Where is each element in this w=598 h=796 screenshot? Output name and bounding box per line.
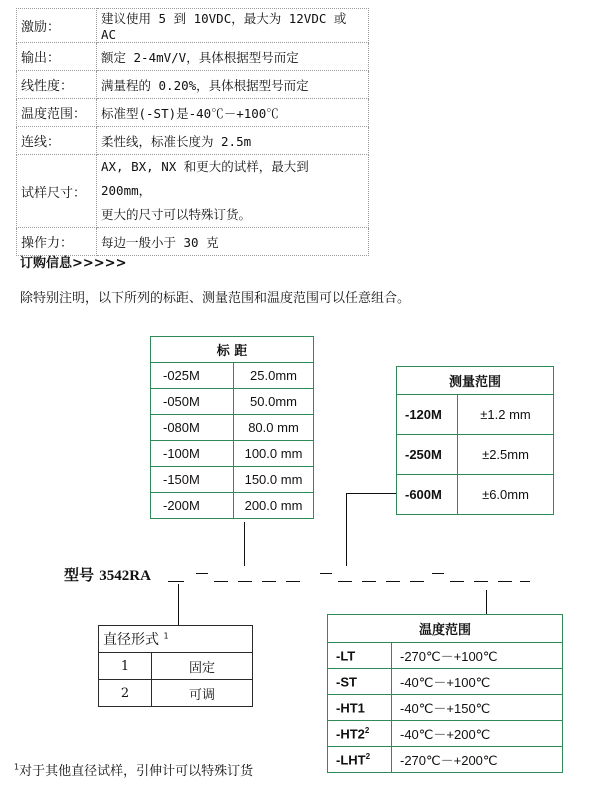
model-label — [64, 564, 151, 585]
dash — [498, 581, 512, 582]
value-cell: 固定 — [152, 653, 253, 680]
model-number: 3542RA — [99, 568, 151, 584]
spec-value: 满量程的 0.20%，具体根据型号而定 — [97, 71, 369, 99]
dash — [432, 573, 444, 574]
table-row — [151, 363, 314, 389]
intro-text: 除特别注明，以下所列的标距、测量范围和温度范围可以任意组合。 — [20, 291, 411, 306]
value-cell: 25.0mm — [234, 363, 314, 389]
table-row — [328, 695, 563, 721]
spec-value: 建议使用 5 到 10VDC，最大为 12VDC 或 AC — [97, 9, 369, 43]
dash — [262, 581, 276, 582]
temperature-range-table — [327, 614, 563, 773]
dash — [168, 581, 184, 582]
value-cell: ±2.5mm — [458, 435, 554, 475]
footnote-mark: 1 — [163, 631, 169, 641]
dash — [474, 581, 488, 582]
table-row — [397, 475, 554, 515]
dash — [286, 581, 300, 582]
spec-key: 操作力： — [17, 228, 97, 256]
value-cell: -270℃－+200℃ — [392, 747, 563, 773]
value-cell: 可调 — [152, 680, 253, 707]
connector-line-gauge — [244, 522, 245, 566]
table-row — [99, 653, 253, 680]
spec-value-line: AX, BX, NX 和更大的试样，最大到 200mm， — [101, 159, 309, 198]
table-row — [328, 669, 563, 695]
value-cell: ±6.0mm — [458, 475, 554, 515]
code-cell: -150M — [151, 467, 234, 493]
spec-table — [16, 8, 369, 256]
code-text: -HT2 — [336, 726, 365, 742]
footnote-mark: 2 — [364, 725, 370, 735]
dash — [196, 573, 208, 574]
diameter-table-title — [99, 626, 253, 653]
order-info-heading: 订购信息>>>>> — [20, 256, 127, 271]
spec-key: 连线： — [17, 127, 97, 155]
value-cell: 80.0 mm — [234, 415, 314, 441]
table-row — [328, 747, 563, 773]
code-cell: 1 — [99, 653, 152, 680]
dash — [410, 581, 424, 582]
diameter-title-text: 直径形式 — [103, 632, 159, 648]
temp-table-title: 温度范围 — [328, 615, 563, 643]
value-cell: -40℃－+100℃ — [392, 669, 563, 695]
value-cell: -270℃－+100℃ — [392, 643, 563, 669]
spec-row-specimen-size — [17, 155, 369, 228]
table-row — [151, 493, 314, 519]
dash — [520, 581, 530, 582]
spec-value: 标准型(-ST)是-40℃－+100℃ — [97, 99, 369, 127]
spec-key: 线性度： — [17, 71, 97, 99]
spec-value: 额定 2-4mV/V，具体根据型号而定 — [97, 43, 369, 71]
code-cell — [328, 695, 392, 721]
measuring-range-table — [396, 366, 554, 515]
table-row — [328, 643, 563, 669]
code-cell — [328, 747, 392, 773]
value-cell: 50.0mm — [234, 389, 314, 415]
gauge-table-title: 标 距 — [151, 337, 314, 363]
code-cell — [328, 643, 392, 669]
value-cell: ±1.2 mm — [458, 395, 554, 435]
spec-key: 输出： — [17, 43, 97, 71]
code-cell: -120M — [397, 395, 458, 435]
spec-row-cable — [17, 127, 369, 155]
dash — [214, 581, 228, 582]
code-text: -HT1 — [336, 700, 365, 716]
dash — [386, 581, 400, 582]
range-table-title: 测量范围 — [397, 367, 554, 395]
table-row — [151, 441, 314, 467]
spec-row-linearity — [17, 71, 369, 99]
dash — [238, 581, 252, 582]
value-cell: -40℃－+150℃ — [392, 695, 563, 721]
model-prefix: 型号 — [64, 566, 95, 584]
code-cell: -100M — [151, 441, 234, 467]
spec-row-temperature — [17, 99, 369, 127]
footnote-mark: 1 — [14, 762, 20, 772]
code-cell: -200M — [151, 493, 234, 519]
spec-value: 每边一般小于 30 克 — [97, 228, 369, 256]
code-text: -LHT — [336, 752, 366, 768]
code-cell — [328, 669, 392, 695]
code-cell: 2 — [99, 680, 152, 707]
table-row — [328, 721, 563, 747]
diameter-type-table — [98, 625, 253, 707]
dash — [338, 581, 352, 582]
dash — [450, 581, 464, 582]
spec-row-excitation — [17, 9, 369, 43]
value-cell: 200.0 mm — [234, 493, 314, 519]
footnote-mark: 2 — [365, 751, 371, 761]
code-text: -ST — [336, 674, 357, 690]
table-row — [99, 680, 253, 707]
spec-value: 柔性线，标准长度为 2.5m — [97, 127, 369, 155]
connector-line-temp — [486, 590, 487, 614]
value-cell: 150.0 mm — [234, 467, 314, 493]
value-cell: -40℃－+200℃ — [392, 721, 563, 747]
connector-line-range-v — [346, 493, 347, 566]
dash — [362, 581, 376, 582]
code-cell: -025M — [151, 363, 234, 389]
spec-key: 试样尺寸： — [17, 155, 97, 228]
footnote-text: 对于其他直径试样，引伸计可以特殊订货 — [19, 764, 254, 779]
spec-row-output — [17, 43, 369, 71]
spec-value-line: 更大的尺寸可以特殊订货。 — [101, 207, 252, 222]
code-cell: -050M — [151, 389, 234, 415]
spec-key: 激励： — [17, 9, 97, 43]
table-row — [151, 467, 314, 493]
dash — [320, 573, 332, 574]
table-row — [397, 435, 554, 475]
connector-line-diameter-v — [178, 584, 179, 616]
table-row — [397, 395, 554, 435]
code-text: -LT — [336, 648, 356, 664]
table-row — [151, 415, 314, 441]
footnote — [14, 760, 253, 779]
spec-value — [97, 155, 369, 228]
code-cell: -250M — [397, 435, 458, 475]
code-cell: -600M — [397, 475, 458, 515]
code-cell: -080M — [151, 415, 234, 441]
gauge-length-table — [150, 336, 314, 519]
value-cell: 100.0 mm — [234, 441, 314, 467]
code-cell — [328, 721, 392, 747]
table-row — [151, 389, 314, 415]
spec-key: 温度范围： — [17, 99, 97, 127]
connector-line-range-h — [346, 493, 396, 494]
